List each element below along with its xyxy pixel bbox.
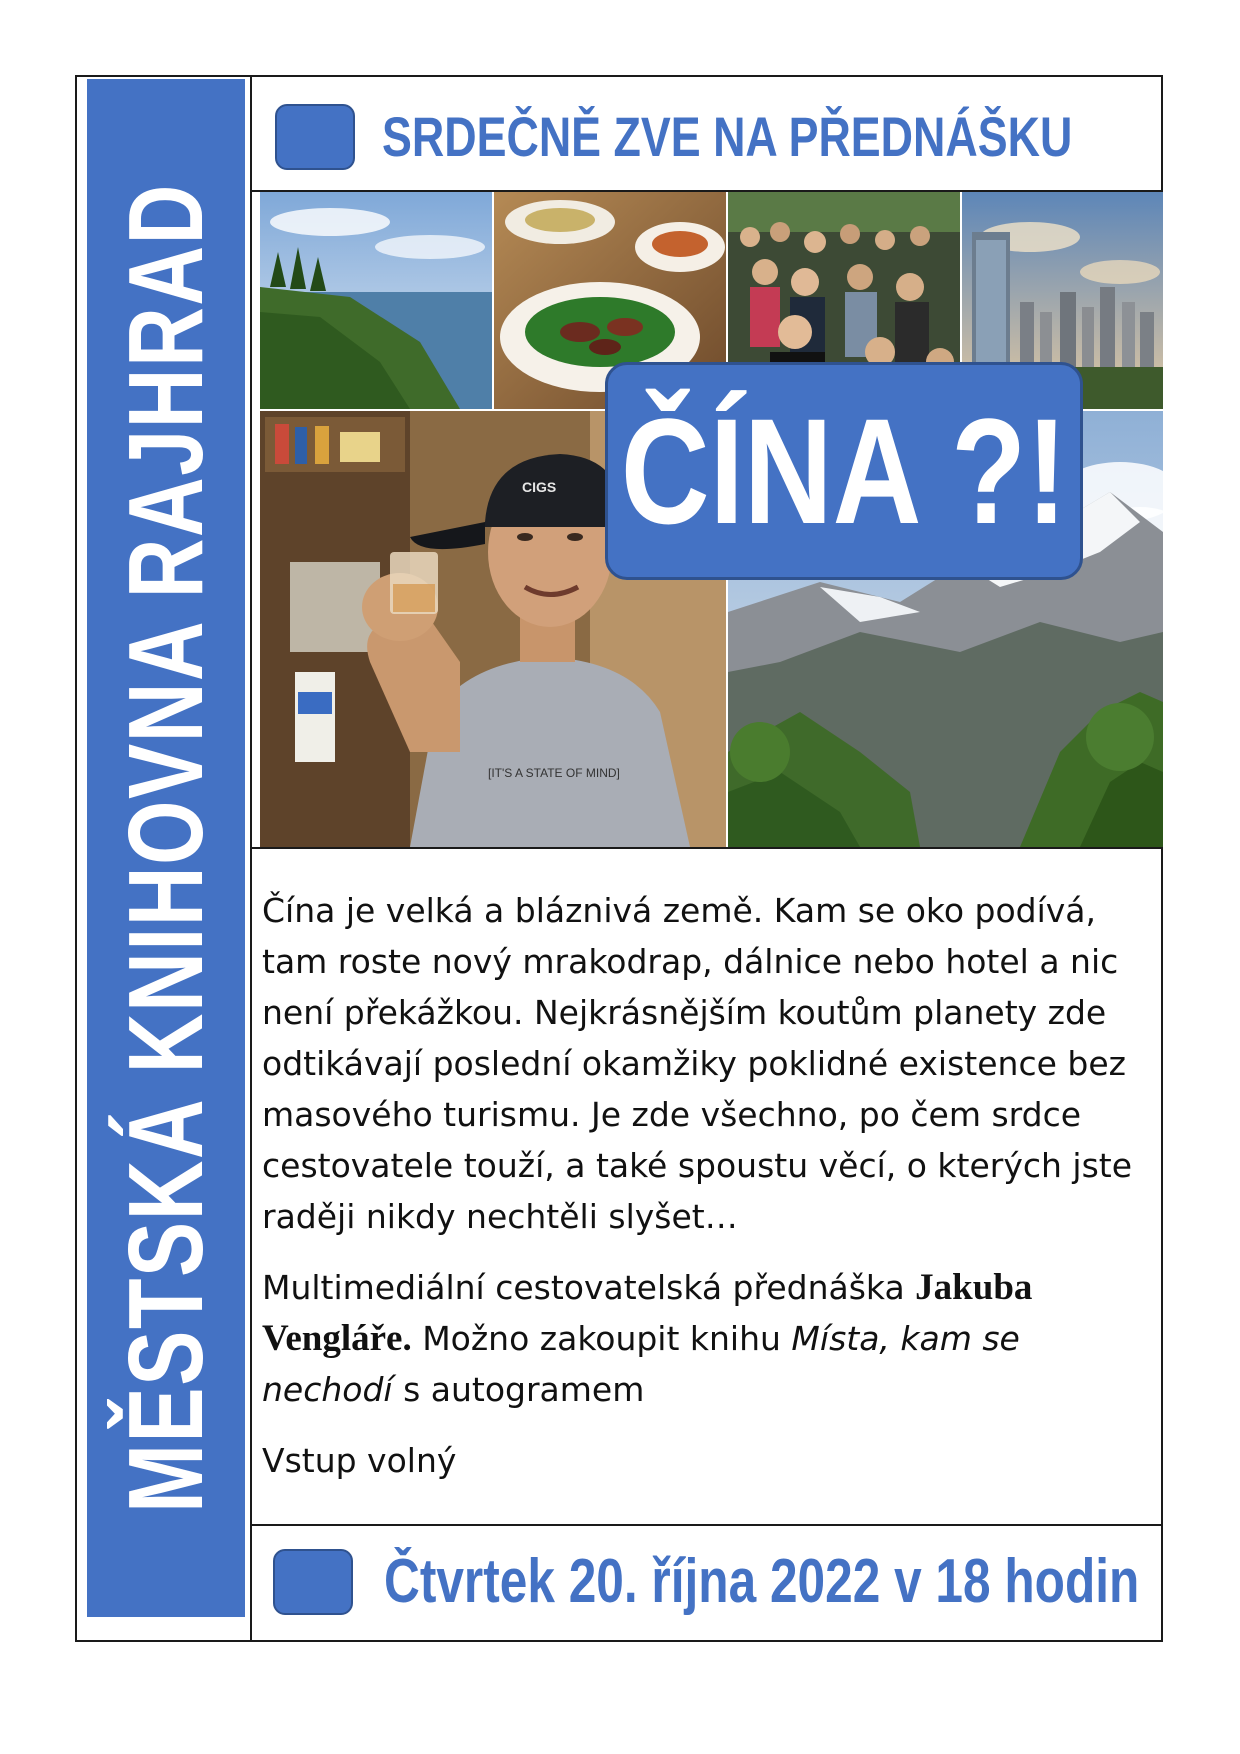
book-title: Místa, kam se nechodí — [262, 1319, 1020, 1409]
speaker-name: Jakuba Vengláře. — [262, 1267, 1033, 1359]
lake-coast-photo — [260, 192, 492, 409]
book-intro: Možno zakoupit knihu — [411, 1319, 792, 1358]
speaker-intro: Multimediální cestovatelská přednáška — [262, 1268, 916, 1307]
event-title: ČÍNA ?! — [620, 387, 1068, 555]
title-banner — [605, 362, 1083, 580]
invitation-heading: SRDEČNĚ ZVE NA PŘEDNÁŠKU — [382, 105, 1073, 168]
entry-note: Vstup volný — [262, 1441, 457, 1480]
library-banner — [87, 79, 245, 1617]
description-paragraph: Čína je velká a bláznivá země. Kam se oko podívá, tam roste nový mrakodrap, dálnice nebo hotel a nic není překážkou. Nejkrásnějším koutům planety zde odtikávají poslední okamžiky poklidné existence bez masového turismu. Je zde všechno, po čem srdce cestovatele touží, a také spoustu věcí, o kterých jste raději nikdy nechtěli slyšet… — [262, 891, 1133, 1236]
poster-frame — [75, 75, 1163, 1642]
header-row — [252, 77, 1161, 192]
cap-text: CIGS — [522, 479, 557, 495]
footer-row — [252, 1524, 1161, 1640]
header-square-decoration — [275, 104, 355, 170]
shirt-text: [IT'S A STATE OF MIND] — [488, 766, 620, 780]
speaker-paragraph — [262, 1262, 1152, 1415]
photo-collage — [260, 192, 1163, 847]
library-name: MĚSTSKÁ KNIHOVNA RAJHRAD — [107, 183, 225, 1513]
footer-square-decoration — [273, 1549, 353, 1615]
event-date-time: Čtvrtek 20. října 2022 v 18 hodin — [384, 1547, 1140, 1616]
left-column — [77, 77, 252, 1640]
autograph-note: s autogramem — [392, 1370, 645, 1409]
description-text — [262, 885, 1152, 1506]
description-row — [252, 847, 1161, 1528]
main-column — [252, 77, 1161, 1640]
